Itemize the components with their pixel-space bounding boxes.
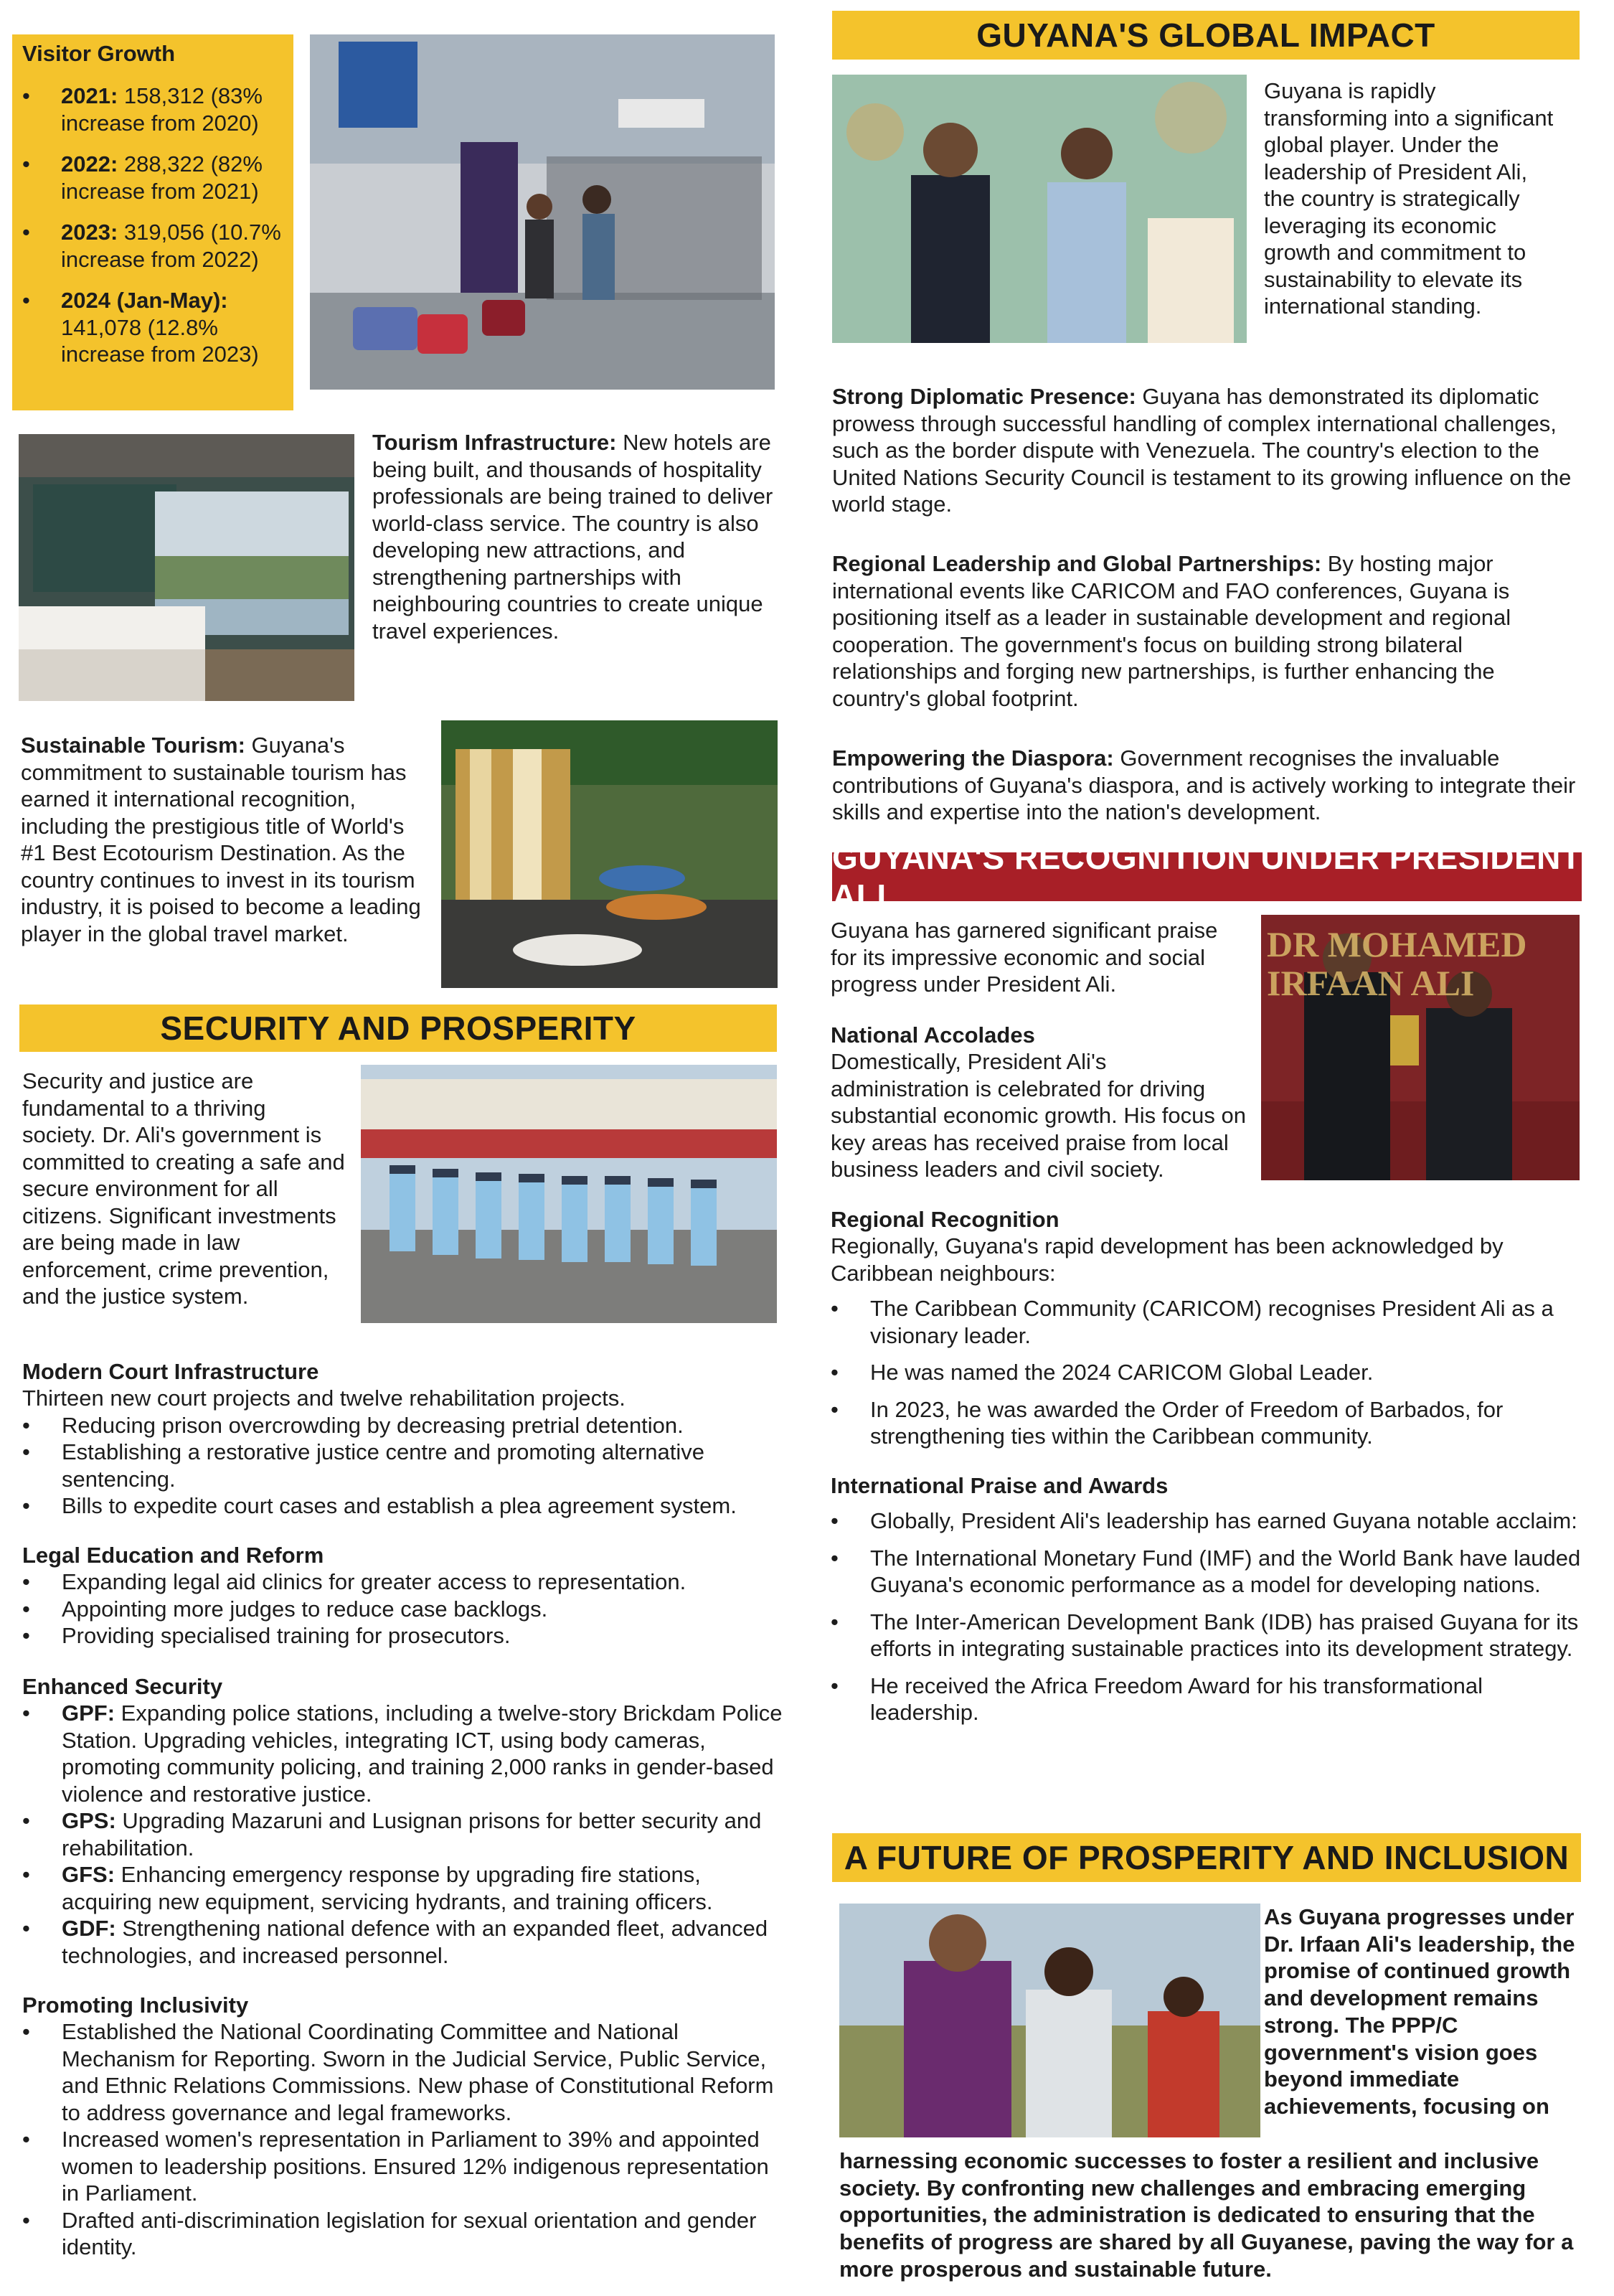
- inclusivity-section: [22, 1992, 783, 2261]
- enhanced-security-title: Enhanced Security: [22, 1674, 223, 1699]
- international-praise-list: [831, 1507, 1584, 1726]
- security-banner: SECURITY AND PROSPERITY: [19, 1004, 777, 1052]
- list-item: • 2022: 288,322 (82% increase from 2021): [22, 151, 283, 204]
- diplomatic-presence-text: Strong Diplomatic Presence: Guyana has demonstrated its diplomatic prowess through successful handling of complex international challenges, such as the border dispute with Venezuela. The country's election to the United Nations Security Council is testament to its growing influence on the world stage.: [832, 384, 1572, 517]
- list-item: • 2024 (Jan-May): 141,078 (12.8% increase from 2023): [22, 287, 283, 368]
- national-accolades-title: National Accolades: [831, 1022, 1035, 1048]
- list-item: • GFS: Enhancing emergency response by upgrading fire stations, acquiring new equipment, servicing hydrants, and training officers.: [22, 1861, 783, 1915]
- list-item: • In 2023, he was awarded the Order of Freedom of Barbados, for strengthening ties within the Caribbean community.: [831, 1396, 1584, 1450]
- list-item: • He was named the 2024 CARICOM Global Leader.: [831, 1359, 1584, 1386]
- police-march-photo: [361, 1065, 777, 1323]
- national-accolades-section: [831, 1022, 1247, 1183]
- list-item: • Globally, President Ali's leadership has earned Guyana notable acclaim:: [831, 1507, 1584, 1535]
- inclusivity-title: Promoting Inclusivity: [22, 1992, 249, 2018]
- list-item: • The International Monetary Fund (IMF) and the World Bank have lauded Guyana's economic performance as a model for developing nations.: [831, 1545, 1584, 1599]
- legal-list: [22, 1568, 783, 1650]
- list-item: • 2023: 319,056 (10.7% increase from 2022): [22, 219, 283, 273]
- enhanced-security-section: [22, 1673, 783, 1969]
- list-item: • Establishing a restorative justice centre and promoting alternative sentencing.: [22, 1439, 783, 1492]
- list-item: • Increased women's representation in Parliament to 39% and appointed women to leadership positions. Ensured 12% indigenous representation in Parliament.: [22, 2126, 783, 2207]
- visitor-growth-list: [22, 83, 283, 368]
- enhanced-security-list: [22, 1700, 783, 1969]
- future-banner: A FUTURE OF PROSPERITY AND INCLUSION: [832, 1833, 1581, 1882]
- waterfall-photo: [441, 720, 778, 988]
- global-impact-banner: GUYANA'S GLOBAL IMPACT: [832, 11, 1580, 60]
- list-item: • Expanding legal aid clinics for greater access to representation.: [22, 1568, 783, 1596]
- list-item: • GPS: Upgrading Mazaruni and Lusignan prisons for better security and rehabilitation.: [22, 1807, 783, 1861]
- regional-recognition-title: Regional Recognition: [831, 1207, 1060, 1232]
- visitor-growth-box: [12, 34, 293, 410]
- award-photo: [1261, 915, 1580, 1180]
- list-item: • The Inter-American Development Bank (IDB) has praised Guyana for its efforts in integrating sustainable practices into its development strategy.: [831, 1609, 1584, 1662]
- legal-section: [22, 1542, 783, 1650]
- diaspora-text: Empowering the Diaspora: Government recognises the invaluable contributions of Guyana's diaspora, and is actively working to integrate their skills and expertise into the nation's development.: [832, 745, 1576, 824]
- recognition-intro: Guyana has garnered significant praise for its impressive economic and social progress under President Ali.: [831, 918, 1218, 997]
- list-item: • The Caribbean Community (CARICOM) recognises President Ali as a visionary leader.: [831, 1295, 1584, 1349]
- recognition-banner: GUYANA'S RECOGNITION UNDER PRESIDENT ALI: [832, 839, 1582, 915]
- regional-leadership-text: Regional Leadership and Global Partnerships: By hosting major international events like CARICOM and FAO conferences, Guyana is positioning itself as a leader in sustainable development and regional cooperation. The government's focus on building strong bilateral relationships and forging new partnerships, is further enhancing the country's global footprint.: [832, 551, 1511, 711]
- sustainable-tourism-text: Sustainable Tourism: Guyana's commitment to sustainable tourism has earned it international recognition, including the prestigious title of World's #1 Best Ecotourism Destination. As the country continues to invest in its tourism industry, it is poised to become a leading player in the global travel market.: [21, 733, 421, 946]
- award-backdrop-caption: DR MOHAMED IRFAAN ALI: [1267, 924, 1527, 1003]
- diplomatic-meeting-photo: [832, 75, 1247, 343]
- future-text-bottom: harnessing economic successes to foster a resilient and inclusive society. By confronting new challenges and embracing emerging opportunities, the administration is dedicated to ensuring that the benefits of progress are shared by all Guyanese, paving the way for a more prosperous and sustainable future.: [839, 2148, 1574, 2282]
- hotel-room-photo: [19, 434, 354, 701]
- international-praise-title: International Praise and Awards: [831, 1473, 1169, 1498]
- list-item: • Reducing prison overcrowding by decreasing pretrial detention.: [22, 1412, 783, 1439]
- global-impact-intro: Guyana is rapidly transforming into a significant global player. Under the leadership of President Ali, the country is strategically leveraging its economic growth and commitment to sustainability to elevate its international standing.: [1264, 78, 1554, 319]
- international-praise-section: [831, 1472, 1584, 1726]
- court-title: Modern Court Infrastructure: [22, 1359, 319, 1384]
- list-item: • Drafted anti-discrimination legislation for sexual orientation and gender identity.: [22, 2207, 783, 2261]
- regional-recognition-text: Regionally, Guyana's rapid development has been acknowledged by Caribbean neighbours:: [831, 1233, 1504, 1286]
- future-text-top: As Guyana progresses under Dr. Irfaan Ali's leadership, the promise of continued growth and development remains strong. The PPP/C government's vision goes beyond immediate achievements, focusing on: [1264, 1904, 1575, 2119]
- list-item: • Established the National Coordinating Committee and National Mechanism for Reporting. Sworn in the Judicial Service, Public Service, and Ethnic Relations Commissions. New phase of Constitutional Reform to address governance and legal frameworks.: [22, 2018, 783, 2126]
- list-item: • GDF: Strengthening national defence with an expanded fleet, advanced technologies, and increased personnel.: [22, 1915, 783, 1969]
- list-item: • He received the Africa Freedom Award for his transformational leadership.: [831, 1672, 1584, 1726]
- security-intro-text: Security and justice are fundamental to a thriving society. Dr. Ali's government is committed to creating a safe and secure environment for all citizens. Significant investments are being made in law enforcement, crime prevention, and the justice system.: [22, 1068, 345, 1309]
- regional-recognition-section: [831, 1206, 1584, 1450]
- national-accolades-text: Domestically, President Ali's administration is celebrated for driving substantial economic growth. His focus on key areas has received praise from local business leaders and civil society.: [831, 1049, 1246, 1182]
- visitor-growth-title: Visitor Growth: [22, 41, 176, 66]
- court-list: [22, 1412, 783, 1520]
- list-item: • Appointing more judges to reduce case backlogs.: [22, 1596, 783, 1623]
- list-item: • GPF: Expanding police stations, including a twelve-story Brickdam Police Station. Upgrading vehicles, integrating ICT, using body cameras, promoting community policing, and training 2,000 ranks in gender-based violence and restorative justice.: [22, 1700, 783, 1807]
- court-lead: Thirteen new court projects and twelve rehabilitation projects.: [22, 1385, 626, 1411]
- airport-photo: [310, 34, 775, 390]
- inclusivity-list: [22, 2018, 783, 2261]
- list-item: • Bills to expedite court cases and establish a plea agreement system.: [22, 1492, 783, 1520]
- future-photo: [839, 1904, 1260, 2137]
- list-item: • 2021: 158,312 (83% increase from 2020): [22, 83, 283, 136]
- court-section: [22, 1358, 783, 1520]
- list-item: • Providing specialised training for prosecutors.: [22, 1622, 783, 1650]
- tourism-infrastructure-text: Tourism Infrastructure: New hotels are being built, and thousands of hospitality professionals are being trained to deliver world-class service. The country is also developing new attractions, and strengthening partnerships with neighbouring countries to create unique travel experiences.: [372, 430, 773, 644]
- legal-title: Legal Education and Reform: [22, 1543, 324, 1568]
- regional-recognition-list: [831, 1295, 1584, 1450]
